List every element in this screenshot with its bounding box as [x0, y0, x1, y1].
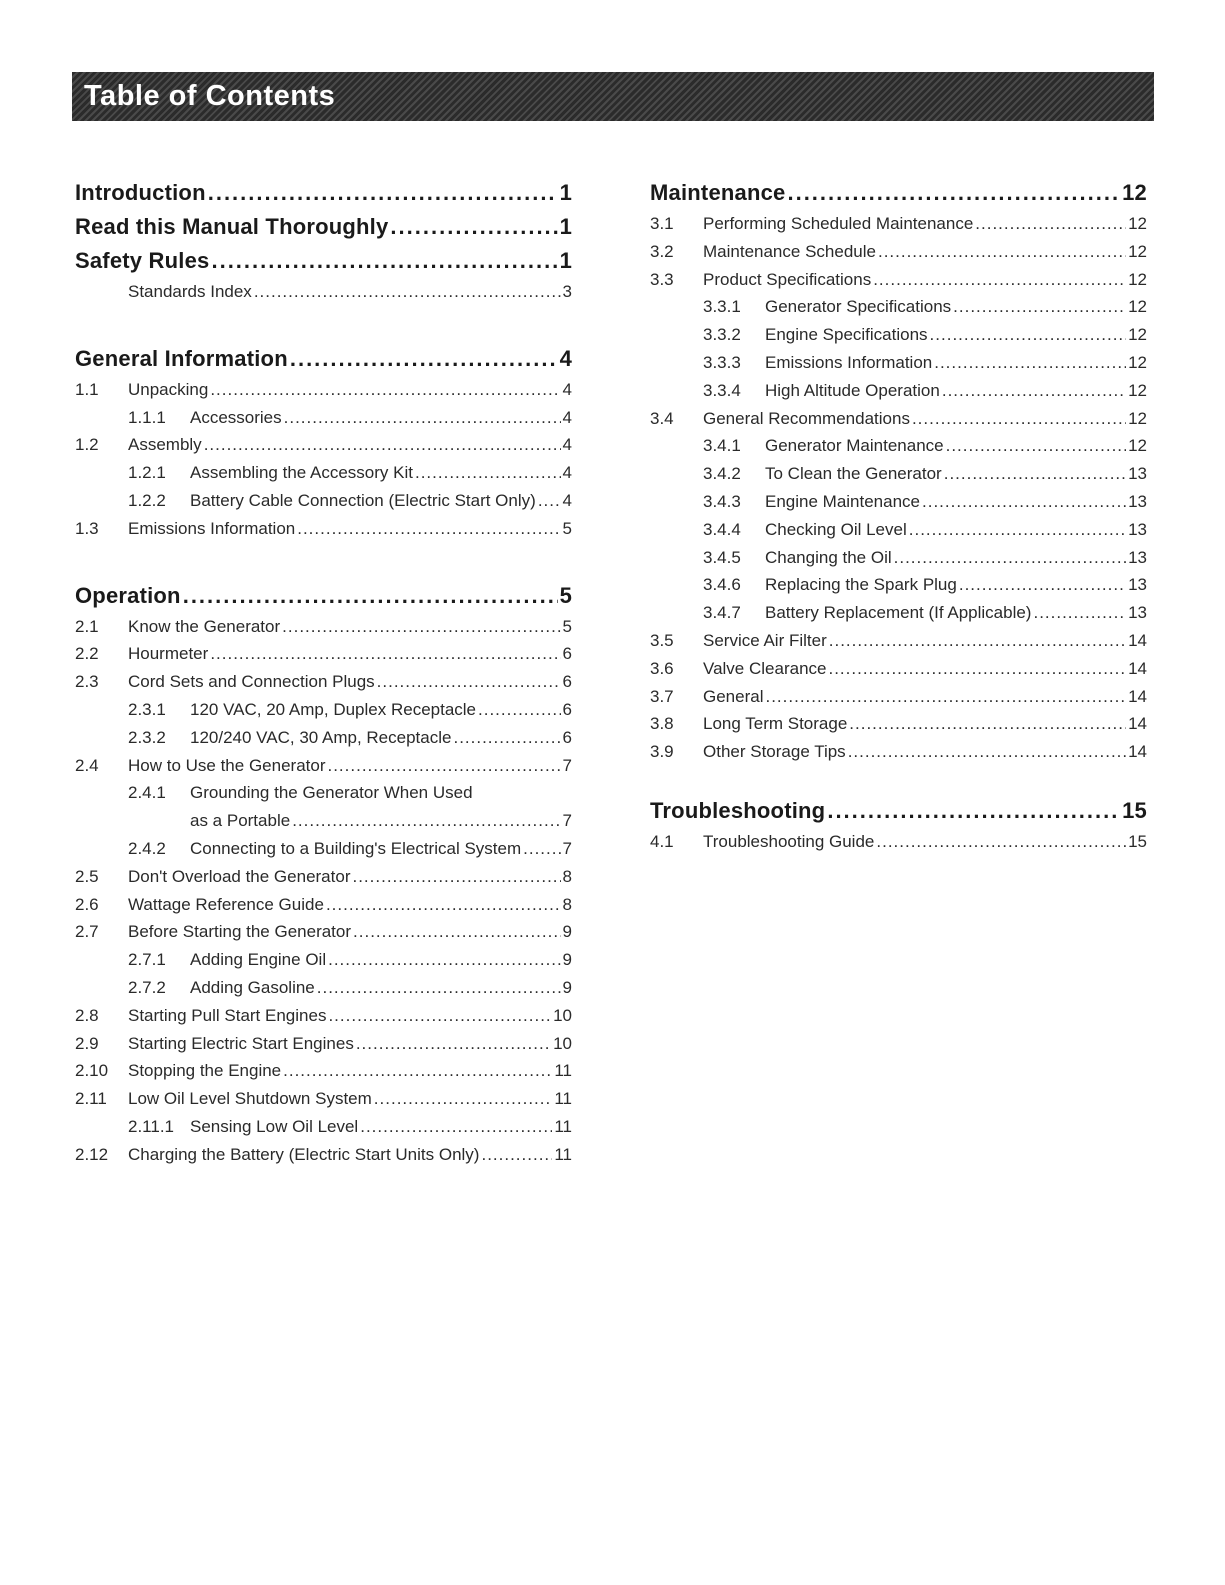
entry-label: Connecting to a Building's Electrical System: [190, 838, 522, 858]
leader-dots: [765, 683, 1126, 711]
entry-number: 2.11: [75, 1089, 107, 1109]
entry-label: Accessories: [190, 407, 282, 427]
page-number: 4: [559, 345, 572, 371]
page-number: 12: [1128, 436, 1147, 456]
page-number: 13: [1128, 519, 1147, 539]
page-number: 1: [559, 248, 572, 273]
leader-dots: [827, 794, 1120, 828]
entry-label: High Altitude Operation: [765, 380, 940, 400]
page-number: 9: [562, 977, 572, 997]
toc-entry[interactable]: [75, 487, 572, 515]
entry-label: Changing the Oil: [765, 547, 892, 567]
leader-dots: [390, 210, 557, 244]
leader-dots: [894, 544, 1126, 572]
leader-dots: [415, 459, 561, 487]
leader-dots: [523, 835, 560, 863]
entry-number: 1.3: [75, 518, 99, 538]
entry-number: 2.7.1: [128, 950, 166, 970]
toc-entry[interactable]: [650, 432, 1147, 460]
entry-number: 3.3: [650, 269, 674, 289]
leader-dots: [326, 891, 561, 919]
leader-dots: [829, 627, 1126, 655]
page-number: 11: [554, 1144, 572, 1164]
toc-entry[interactable]: [75, 404, 572, 432]
entry-number: 3.9: [650, 742, 674, 762]
toc-entry[interactable]: [650, 710, 1147, 738]
toc-entry[interactable]: [75, 946, 572, 974]
entry-number: 2.7: [75, 922, 99, 942]
entry-number: 1.2: [75, 435, 99, 455]
toc-entry[interactable]: [650, 321, 1147, 349]
page-number: 14: [1128, 714, 1147, 734]
entry-number: 1.2.1: [128, 463, 166, 483]
toc-right-column: [650, 176, 1147, 856]
entry-number: 2.3.2: [128, 727, 166, 747]
toc-entry[interactable]: [650, 655, 1147, 683]
entry-number: 3.4.4: [703, 519, 741, 539]
page-number: 4: [562, 379, 572, 399]
entry-label: How to Use the Generator: [128, 755, 326, 775]
entry-number: 3.5: [650, 630, 674, 650]
entry-label: 120/240 VAC, 30 Amp, Receptacle: [190, 727, 452, 747]
entry-number: 2.2: [75, 644, 99, 664]
leader-dots: [353, 918, 561, 946]
entry-label: Before Starting the Generator: [128, 922, 352, 942]
page-number: 12: [1128, 241, 1147, 261]
toc-entry[interactable]: [75, 640, 572, 668]
toc-entry[interactable]: [650, 377, 1147, 405]
toc-entry[interactable]: [75, 779, 572, 807]
page-number: 10: [553, 1033, 572, 1053]
entry-number: 3.4.5: [703, 547, 741, 567]
leader-dots: [922, 488, 1126, 516]
entry-label: Engine Specifications: [765, 325, 928, 345]
leader-dots: [377, 668, 561, 696]
leader-dots: [317, 974, 561, 1002]
entry-label: Unpacking: [128, 379, 209, 399]
leader-dots: [282, 613, 560, 641]
page-number: 1: [559, 180, 572, 205]
page-number: 12: [1128, 297, 1147, 317]
page-number: 11: [554, 1116, 572, 1136]
entry-label: Adding Engine Oil: [190, 950, 327, 970]
toc-section-introduction[interactable]: [75, 176, 572, 210]
page-number: 4: [562, 463, 572, 483]
entry-number: 3.4.6: [703, 575, 741, 595]
leader-dots: [930, 321, 1127, 349]
entry-number: 3.4.3: [703, 491, 741, 511]
entry-number: 2.5: [75, 866, 99, 886]
toc-section-safety-rules[interactable]: [75, 244, 572, 278]
entry-label: Starting Pull Start Engines: [128, 1005, 327, 1025]
entry-number: 2.4.1: [128, 783, 166, 803]
leader-dots: [284, 404, 561, 432]
page-number: 13: [1128, 491, 1147, 511]
page-number: 9: [562, 922, 572, 942]
leader-dots: [942, 377, 1126, 405]
entry-label: Low Oil Level Shutdown System: [128, 1089, 372, 1109]
leader-dots: [210, 640, 560, 668]
toc-entry[interactable]: [650, 293, 1147, 321]
page-number: 14: [1128, 658, 1147, 678]
entry-number: 3.3.2: [703, 325, 741, 345]
entry-label: Engine Maintenance: [765, 491, 921, 511]
toc-entry[interactable]: [650, 266, 1147, 294]
section-label: Troubleshooting: [650, 797, 826, 823]
toc-entry[interactable]: [75, 835, 572, 863]
toc-entry[interactable]: [650, 488, 1147, 516]
toc-entry[interactable]: [75, 752, 572, 780]
leader-dots: [208, 176, 558, 210]
page-number: 11: [554, 1089, 572, 1109]
entry-label: Grounding the Generator When Used: [190, 783, 473, 803]
entry-label: Generator Specifications: [765, 297, 952, 317]
entry-label: Troubleshooting Guide: [703, 831, 875, 851]
toc-entry[interactable]: [650, 738, 1147, 766]
page-number: 11: [554, 1061, 572, 1081]
entry-label: General Recommendations: [703, 408, 910, 428]
entry-number: 2.10: [75, 1061, 109, 1081]
page-number: 12: [1122, 180, 1147, 205]
toc-entry[interactable]: [650, 405, 1147, 433]
leader-dots: [356, 1030, 551, 1058]
page-number: 5: [562, 616, 572, 636]
page-number: 6: [562, 644, 572, 664]
entry-label: Charging the Battery (Electric Start Units Only): [128, 1144, 480, 1164]
page-number: 15: [1128, 831, 1147, 851]
page-number: 15: [1122, 797, 1147, 823]
leader-dots: [360, 1113, 552, 1141]
section-label: Maintenance: [650, 180, 786, 205]
page-number: 8: [562, 866, 572, 886]
entry-label: Stopping the Engine: [128, 1061, 282, 1081]
leader-dots: [849, 710, 1126, 738]
leader-dots: [211, 244, 557, 278]
entry-label: Adding Gasoline: [190, 977, 315, 997]
toc-entry[interactable]: [75, 613, 572, 641]
entry-number: 3.4.1: [703, 436, 741, 456]
entry-label: Maintenance Schedule: [703, 241, 876, 261]
entry-number: 3.4: [650, 408, 674, 428]
toc-entry[interactable]: [75, 515, 572, 543]
page-number: 6: [562, 727, 572, 747]
toc-entry[interactable]: [75, 1057, 572, 1085]
leader-dots: [352, 863, 560, 891]
entry-label: Emissions Information: [765, 352, 933, 372]
leader-dots: [538, 487, 561, 515]
toc-entry-standards-index[interactable]: [75, 278, 572, 306]
page-number: 13: [1128, 575, 1147, 595]
entry-label: Wattage Reference Guide: [128, 894, 324, 914]
toc-section-general-information[interactable]: [75, 342, 572, 376]
leader-dots: [873, 266, 1126, 294]
leader-dots: [328, 946, 560, 974]
entry-number: 1.1: [75, 379, 99, 399]
section-label: General Information: [75, 345, 288, 371]
leader-dots: [944, 460, 1126, 488]
entry-number: 2.9: [75, 1033, 99, 1053]
toc-entry[interactable]: [75, 431, 572, 459]
leader-dots: [478, 696, 561, 724]
toc-entry[interactable]: [75, 1085, 572, 1113]
page-number: 1: [559, 214, 572, 239]
leader-dots: [481, 1141, 552, 1169]
toc-entry[interactable]: [75, 1002, 572, 1030]
leader-dots: [292, 807, 560, 835]
toc-entry-continuation[interactable]: [75, 807, 572, 835]
page-number: 4: [562, 490, 572, 510]
page-title: Table of Contents: [84, 80, 336, 112]
entry-number: 2.3.1: [128, 699, 166, 719]
page-number: 7: [562, 755, 572, 775]
leader-dots: [959, 571, 1126, 599]
entry-label: 120 VAC, 20 Amp, Duplex Receptacle: [190, 699, 477, 719]
toc-entry[interactable]: [75, 974, 572, 1002]
leader-dots: [934, 349, 1126, 377]
page-number: 6: [562, 699, 572, 719]
entry-number: 3.1: [650, 214, 674, 233]
page-number: 3: [562, 282, 572, 301]
entry-number: 3.4.2: [703, 464, 741, 484]
leader-dots: [848, 738, 1126, 766]
entry-label: Don't Overload the Generator: [128, 866, 351, 886]
entry-number: 2.7.2: [128, 977, 166, 997]
section-label: Safety Rules: [75, 248, 210, 273]
page-number: 13: [1128, 603, 1147, 623]
page-number: 7: [562, 811, 572, 831]
leader-dots: [254, 278, 561, 306]
leader-dots: [828, 655, 1126, 683]
entry-label: Long Term Storage: [703, 714, 848, 734]
toc-entry[interactable]: [75, 1030, 572, 1058]
toc-entry[interactable]: [75, 891, 572, 919]
toc-entry[interactable]: [650, 683, 1147, 711]
leader-dots: [290, 342, 558, 376]
toc-entry[interactable]: [75, 459, 572, 487]
page-number: 12: [1128, 380, 1147, 400]
leader-dots: [210, 376, 560, 404]
leader-dots: [283, 1057, 552, 1085]
entry-number: 3.7: [650, 686, 674, 706]
entry-number: 2.8: [75, 1005, 99, 1025]
leader-dots: [878, 238, 1126, 266]
page-number: 14: [1128, 630, 1147, 650]
leader-dots: [1033, 599, 1126, 627]
page-number: 4: [562, 435, 572, 455]
section-label: Read this Manual Thoroughly: [75, 214, 389, 239]
entry-number: 3.3.3: [703, 352, 741, 372]
entry-label: Know the Generator: [128, 616, 281, 636]
section-label: Introduction: [75, 180, 206, 205]
entry-label: Battery Cable Connection (Electric Start Only): [190, 490, 536, 510]
entry-number: 2.12: [75, 1144, 109, 1164]
page-number: 10: [553, 1005, 572, 1025]
entry-label: Sensing Low Oil Level: [190, 1116, 359, 1136]
entry-label: Checking Oil Level: [765, 519, 907, 539]
toc-section-maintenance[interactable]: [650, 176, 1147, 210]
entry-number: 3.3.1: [703, 297, 741, 317]
page-number: 9: [562, 950, 572, 970]
toc-entry[interactable]: [75, 376, 572, 404]
entry-number: 2.6: [75, 894, 99, 914]
entry-label: General: [703, 686, 764, 706]
entry-number: 3.4.7: [703, 603, 741, 623]
page-number: 5: [559, 582, 572, 608]
page-number: 12: [1128, 325, 1147, 345]
page-number: 13: [1128, 547, 1147, 567]
entry-label: as a Portable: [190, 811, 291, 831]
entry-number: 1.2.2: [128, 490, 166, 510]
entry-label: Starting Electric Start Engines: [128, 1033, 354, 1053]
entry-label: Replacing the Spark Plug: [765, 575, 957, 595]
leader-dots: [328, 1002, 551, 1030]
leader-dots: [787, 176, 1120, 210]
toc-entry[interactable]: [75, 863, 572, 891]
entry-label: To Clean the Generator: [765, 464, 942, 484]
entry-label: Assembly: [128, 435, 202, 455]
entry-label: Hourmeter: [128, 644, 209, 664]
entry-label: Assembling the Accessory Kit: [190, 463, 413, 483]
entry-number: 4.1: [650, 831, 674, 851]
leader-dots: [183, 579, 558, 613]
page-number: 4: [562, 407, 572, 427]
page-number: 13: [1128, 464, 1147, 484]
leader-dots: [975, 210, 1126, 238]
toc-left-column: [75, 176, 572, 1169]
page-number: 8: [562, 894, 572, 914]
toc-entry[interactable]: [650, 627, 1147, 655]
page-number: 12: [1128, 269, 1147, 289]
entry-label: Service Air Filter: [703, 630, 827, 650]
toc-entry[interactable]: [650, 349, 1147, 377]
page-number: 14: [1128, 686, 1147, 706]
leader-dots: [946, 432, 1126, 460]
toc-entry[interactable]: [650, 516, 1147, 544]
toc-section-read-manual[interactable]: [75, 210, 572, 244]
entry-label: Product Specifications: [703, 269, 872, 289]
toc-entry[interactable]: [75, 1113, 572, 1141]
entry-label: Other Storage Tips: [703, 742, 846, 762]
toc-entry[interactable]: [75, 724, 572, 752]
page-number: 6: [562, 672, 572, 692]
page-number: 12: [1128, 408, 1147, 428]
toc-entry[interactable]: [650, 460, 1147, 488]
entry-number: 2.4: [75, 755, 99, 775]
entry-label: Valve Clearance: [703, 658, 827, 678]
entry-label: Battery Replacement (If Applicable): [765, 603, 1032, 623]
toc-entry[interactable]: [650, 571, 1147, 599]
section-label: Operation: [75, 582, 181, 608]
leader-dots: [453, 724, 560, 752]
leader-dots: [374, 1085, 553, 1113]
toc-entry[interactable]: [650, 210, 1147, 238]
leader-dots: [953, 293, 1126, 321]
toc-entry[interactable]: [75, 1141, 572, 1169]
toc-entry[interactable]: [650, 599, 1147, 627]
page-number: 14: [1128, 742, 1147, 762]
page-number: 5: [562, 518, 572, 538]
leader-dots: [204, 431, 561, 459]
entry-label: Emissions Information: [128, 518, 296, 538]
entry-number: 3.8: [650, 714, 674, 734]
entry-number: 3.6: [650, 658, 674, 678]
leader-dots: [876, 828, 1126, 856]
leader-dots: [912, 405, 1126, 433]
page-number: 7: [562, 838, 572, 858]
entry-label: Cord Sets and Connection Plugs: [128, 672, 375, 692]
entry-label: Generator Maintenance: [765, 436, 944, 456]
entry-number: 2.3: [75, 672, 99, 692]
entry-number: 3.3.4: [703, 380, 741, 400]
toc-entry[interactable]: [650, 828, 1147, 856]
toc-entry[interactable]: [75, 696, 572, 724]
entry-number: 1.1.1: [128, 407, 166, 427]
entry-number: 3.2: [650, 241, 674, 261]
leader-dots: [327, 752, 560, 780]
page-number: 12: [1128, 214, 1147, 233]
entry-number: 2.1: [75, 616, 99, 636]
entry-number: 2.4.2: [128, 838, 166, 858]
toc-banner: [72, 72, 1154, 121]
entry-label: Standards Index: [128, 282, 252, 301]
page-number: 12: [1128, 352, 1147, 372]
entry-number: 2.11.1: [128, 1116, 175, 1136]
entry-label: Performing Scheduled Maintenance: [703, 214, 974, 233]
toc-entry[interactable]: [75, 668, 572, 696]
leader-dots: [297, 515, 560, 543]
toc-entry[interactable]: [650, 544, 1147, 572]
toc-entry[interactable]: [75, 918, 572, 946]
leader-dots: [909, 516, 1126, 544]
toc-section-operation[interactable]: [75, 579, 572, 613]
toc-section-troubleshooting[interactable]: [650, 794, 1147, 828]
toc-entry[interactable]: [650, 238, 1147, 266]
